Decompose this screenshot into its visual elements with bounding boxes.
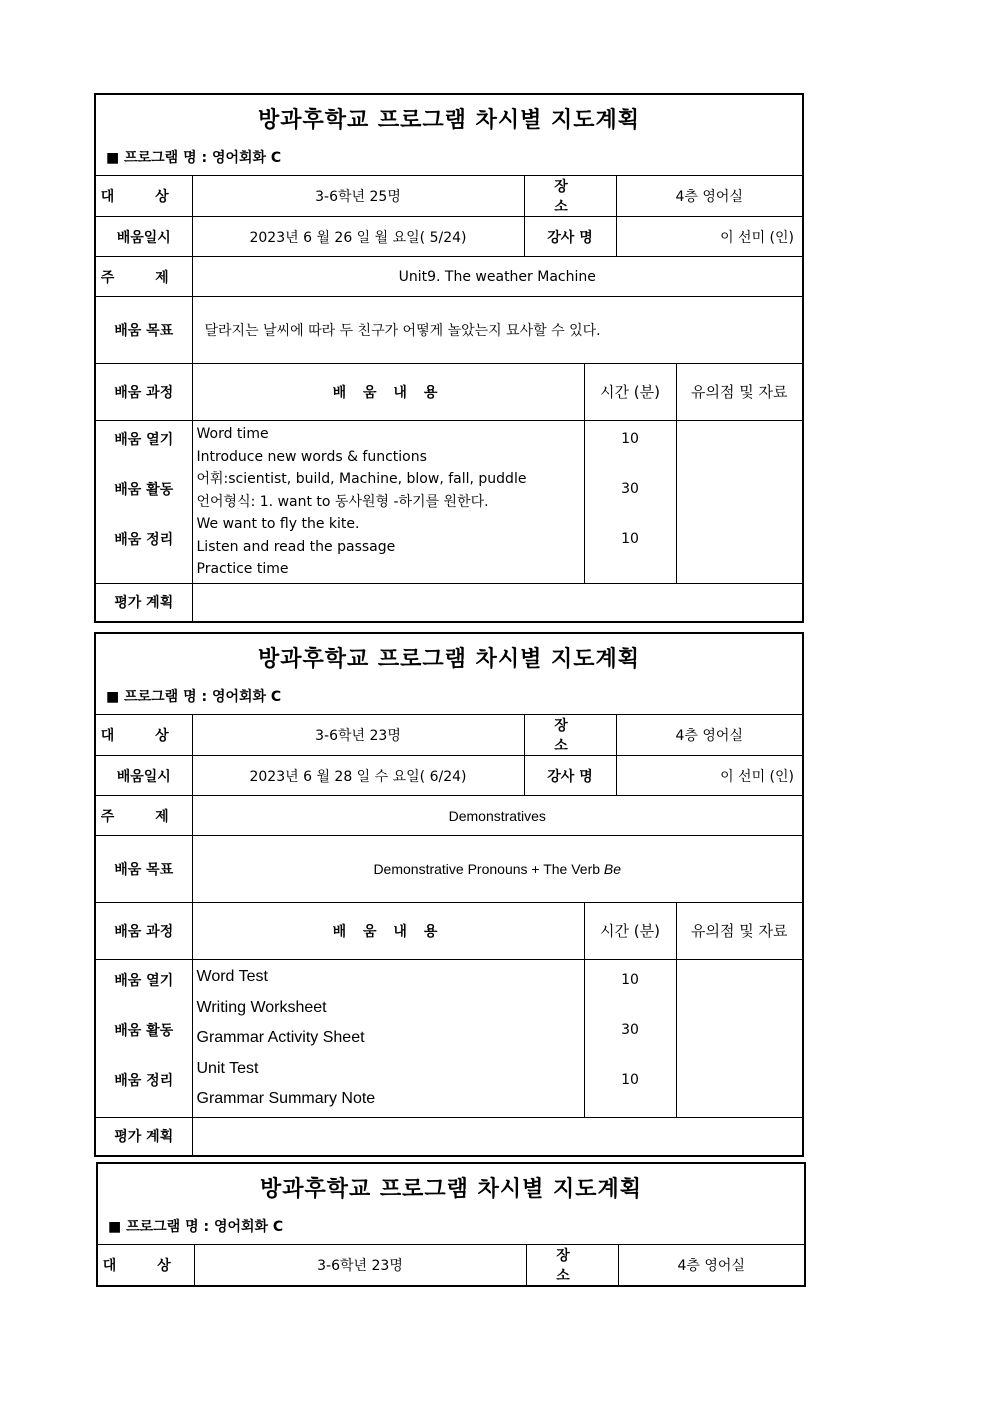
plan-title: 방과후학교 프로그램 차시별 지도계획 [259,1177,642,1202]
program-name: ■ 프로그램 명 : 영어회화 C [108,1219,284,1235]
content-line: Unit Test [196,1059,259,1077]
minutes-closing: 10 [621,531,639,548]
content-line: Introduce new words & functions [196,448,427,465]
plan-table [98,1245,804,1285]
minutes-closing: 10 [621,1072,639,1089]
stage-activity: 배움 활동 [114,482,174,499]
minutes-column [584,421,676,584]
content-line: Grammar Summary Note [196,1090,376,1107]
place-label: 장 소 [524,715,616,756]
stage-activity: 배움 활동 [114,1023,174,1040]
goal-value [192,836,802,903]
process-label: 배움 과정 [96,364,192,421]
date-label: 배움일시 [96,756,192,796]
stage-closing: 배움 정리 [114,1073,174,1090]
goal-text: Demonstrative Pronouns + The Verb [373,861,601,877]
content-line: Word time [196,426,269,442]
program-name: ■ 프로그램 명 : 영어회화 C [106,689,282,705]
lesson-plan-3 [96,1162,806,1287]
plan-header [98,1164,804,1245]
stage-column [96,421,192,584]
target-value: 3-6학년 23명 [194,1245,526,1285]
place-label: 장 소 [524,176,616,217]
notes-cell [676,960,802,1118]
eval-value [192,583,802,621]
target-label: 대 상 [96,176,192,217]
subject-label: 주 제 [96,257,192,297]
content-line: 어휘:scientist, build, Machine, blow, fall, puddle [196,471,527,487]
target-label: 대 상 [96,715,192,756]
minutes-opening: 10 [621,972,639,989]
content-line: Practice time [196,561,289,577]
content-line: Writing Worksheet [196,998,327,1016]
content-label: 배 움 내 용 [192,364,584,421]
instructor-label: 강사 명 [524,756,616,796]
plan-header [96,634,802,715]
notes-label: 유의점 및 자료 [676,903,802,960]
date-value: 2023년 6 월 28 일 수 요일( 6/24) [192,756,524,796]
target-value: 3-6학년 23명 [192,715,524,756]
target-value: 3-6학년 25명 [192,176,524,217]
content-line: 언어형식: 1. want to 동사원형 -하기를 원한다. [196,493,489,510]
date-label: 배움일시 [96,217,192,257]
eval-label: 평가 계획 [96,1117,192,1155]
place-label: 장 소 [526,1245,618,1285]
plan-title: 방과후학교 프로그램 차시별 지도계획 [257,108,640,133]
content-label: 배 움 내 용 [192,903,584,960]
stage-opening: 배움 열기 [114,973,174,990]
plan-table [96,715,802,1155]
stage-closing: 배움 정리 [114,532,174,549]
minutes-column [584,960,676,1118]
notes-label: 유의점 및 자료 [676,364,802,421]
plan-table [96,176,802,621]
content-line: Grammar Activity Sheet [196,1029,365,1046]
goal-italic-text: Be [603,861,622,877]
place-value: 4층 영어실 [616,176,802,217]
time-label: 시간 (분) [584,903,676,960]
program-name: ■ 프로그램 명 : 영어회화 C [106,150,282,166]
instructor-value: 이 선미 (인) [616,756,802,796]
content-line: Listen and read the passage [196,538,396,555]
content-cell [192,960,584,1118]
stage-column [96,960,192,1118]
goal-label: 배움 목표 [96,297,192,364]
process-label: 배움 과정 [96,903,192,960]
eval-value [192,1117,802,1155]
subject-value: Demonstratives [192,796,802,836]
notes-cell [676,421,802,584]
time-label: 시간 (분) [584,364,676,421]
content-line: We want to fly the kite. [196,516,360,532]
content-line: Word Test [196,968,268,985]
subject-value: Unit9. The weather Machine [192,257,802,297]
lesson-plan-2 [94,632,804,1157]
date-value: 2023년 6 월 26 일 월 요일( 5/24) [192,217,524,257]
content-cell [192,421,584,584]
plan-header [96,95,802,176]
eval-label: 평가 계획 [96,583,192,621]
lesson-plan-1 [94,93,804,623]
target-label: 대 상 [98,1245,194,1285]
instructor-label: 강사 명 [524,217,616,257]
subject-label: 주 제 [96,796,192,836]
plan-title: 방과후학교 프로그램 차시별 지도계획 [257,647,640,672]
goal-value: 달라지는 날씨에 따라 두 친구가 어떻게 놀았는지 묘사할 수 있다. [192,297,802,364]
minutes-activity: 30 [621,1022,639,1039]
place-value: 4층 영어실 [618,1245,804,1285]
place-value: 4층 영어실 [616,715,802,756]
stage-opening: 배움 열기 [114,432,174,449]
minutes-activity: 30 [621,481,639,498]
minutes-opening: 10 [621,431,639,448]
goal-label: 배움 목표 [96,836,192,903]
instructor-value: 이 선미 (인) [616,217,802,257]
